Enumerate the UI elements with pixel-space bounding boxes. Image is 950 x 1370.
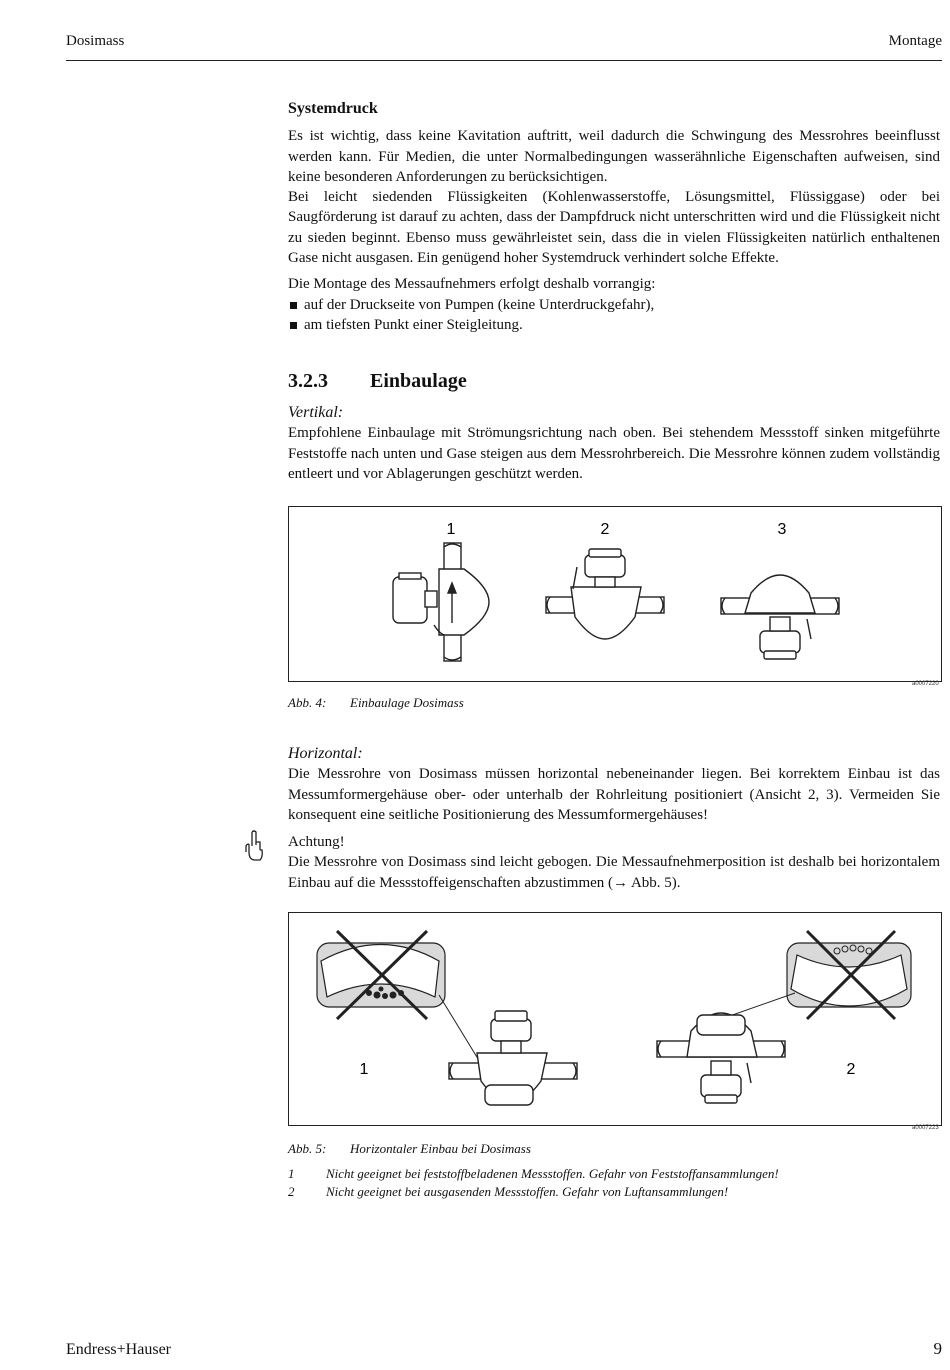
figure-4 [288, 506, 942, 682]
figure-5 [288, 912, 942, 1126]
fig4-caption [288, 695, 464, 711]
vertikal-section [288, 403, 940, 484]
section-title: Einbaulage [370, 370, 467, 392]
fig4-caption-label: Abb. 4: [288, 695, 327, 710]
warning-title: Achtung! [288, 834, 345, 851]
bullet-item [288, 315, 940, 335]
header-left: Dosimass [66, 33, 125, 49]
fig4-view-vertical [393, 543, 489, 661]
horizontal-text: Die Messrohre von Dosimass müssen horizontal nebeneinander liegen. Bei korrektem Einbau ist das Messumformergehäuse ober- oder unterhalb der Rohrleitung positioniert (Ansicht 2, 3). Vermeiden Sie konsequent eine seitliche Positionierung des Messumformergehäuses! [288, 766, 940, 823]
legend-num: 1 [288, 1166, 295, 1181]
fig5-meter-right [657, 1013, 785, 1103]
header-rule [66, 60, 942, 61]
legend-item [288, 1183, 779, 1201]
section-heading [288, 370, 467, 393]
horizontal-label: Horizontal: [288, 745, 363, 762]
legend-text: Nicht geeignet bei ausgasenden Messstoffen. Gefahr von Luftansammlungen! [326, 1184, 729, 1199]
fig4-code: a0007220 [912, 681, 939, 687]
fig4-view-horizontal-bottom [721, 575, 839, 659]
fig4-label-2: 2 [600, 521, 610, 538]
legend-num: 2 [288, 1184, 295, 1199]
legend-text: Nicht geeignet bei feststoffbeladenen Messstoffen. Gefahr von Feststoffansammlungen! [326, 1166, 779, 1181]
fig5-detail-solids [317, 931, 445, 1019]
figure-4-illustration [289, 507, 941, 681]
vertikal-label: Vertikal: [288, 404, 344, 421]
systemdruck-heading: Systemdruck [288, 100, 378, 117]
fig5-caption-text: Horizontaler Einbau bei Dosimass [350, 1141, 531, 1156]
fig4-label-3: 3 [777, 521, 787, 538]
bullet-item [288, 295, 940, 315]
fig5-legend [288, 1165, 779, 1201]
fig5-label-2: 2 [846, 1061, 856, 1078]
fig5-code: a0007223 [912, 1125, 939, 1131]
systemdruck-para1: Es ist wichtig, dass keine Kavitation auftritt, weil dadurch die Schwingung des Messrohres beeinflusst werden kann. Für Medien, die unter Normalbedingungen wasserähnliche Eigenschaften aufweisen, sind keine besonderen Anforderungen zu berücksichtigen. [288, 128, 940, 185]
warning-text: Die Messrohre von Dosimass sind leicht gebogen. Die Messaufnehmerposition ist deshalb bei horizontalem Einbau auf die Messstoffeigenschaften abzustimmen (→ Abb. 5). [288, 854, 940, 891]
systemdruck-para3: Die Montage des Messaufnehmers erfolgt deshalb vorrangig: [288, 276, 656, 293]
horizontal-section [288, 744, 940, 893]
bullet-text: am tiefsten Punkt einer Steigleitung. [304, 316, 523, 333]
systemdruck-para2: Bei leicht siedenden Flüssigkeiten (Kohlenwasserstoffe, Lösungsmittel, Flüssiggase) oder bei Saugförderung ist darauf zu achten, dass der Dampfdruck nicht unterschritten wird und die Flüssigkeit nicht zu sieden beginnt. Ebenso muss gewährleistet sein, dass die in vielen Flüssigkeiten natürlich enthaltenen Gase nicht ausgasen. Ein genügend hoher Systemdruck verhindert solche Effekte. [288, 189, 940, 267]
footer-left: Endress+Hauser [66, 1341, 171, 1358]
header-right: Montage [888, 33, 942, 49]
fig4-caption-text: Einbaulage Dosimass [350, 695, 464, 710]
fig5-label-1: 1 [359, 1061, 369, 1078]
systemdruck-section [288, 99, 940, 335]
bullet-text: auf der Druckseite von Pumpen (keine Unterdruckgefahr), [304, 296, 655, 313]
fig4-label-1: 1 [446, 521, 456, 538]
fig5-caption [288, 1141, 531, 1157]
fig5-meter-left [449, 1011, 577, 1105]
fig5-detail-gas [787, 931, 911, 1019]
fig5-caption-label: Abb. 5: [288, 1141, 327, 1156]
warning-hand-icon [243, 830, 265, 862]
figure-5-illustration [289, 913, 941, 1125]
vertikal-text: Empfohlene Einbaulage mit Strömungsrichtung nach oben. Bei stehendem Messstoff sinken mitgeführte Feststoffe nach unten und Gase steigen aus dem Messrohrbereich. Die Messrohre können zudem vollständig entleert und vor Ablagerungen geschützt werden. [288, 425, 940, 482]
fig4-view-horizontal-top [546, 549, 664, 639]
legend-item [288, 1165, 779, 1183]
footer-page-number: 9 [933, 1339, 942, 1358]
section-number: 3.2.3 [288, 370, 328, 392]
